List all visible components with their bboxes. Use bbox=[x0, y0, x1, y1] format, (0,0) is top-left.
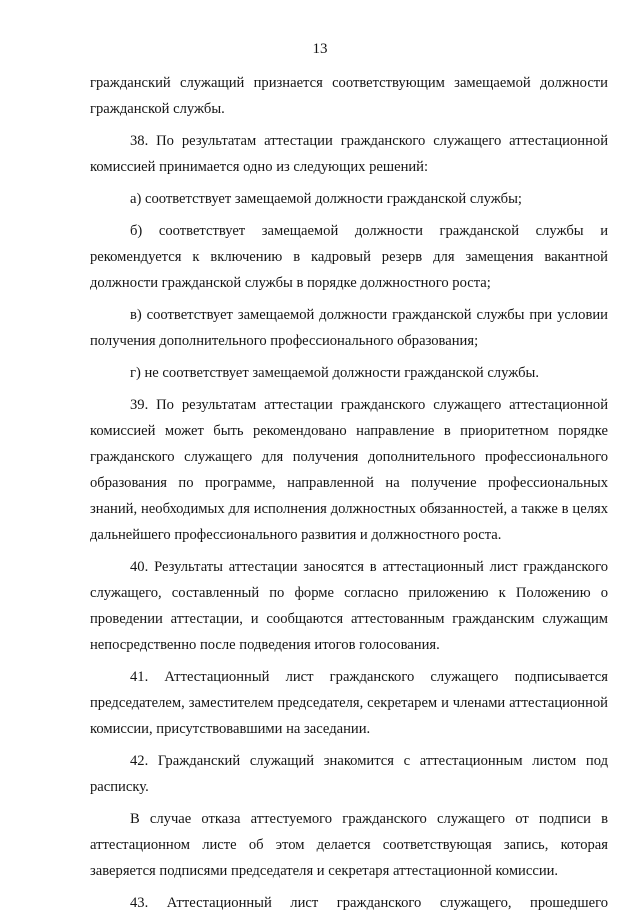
paragraph-43: 43. Аттестационный лист гражданского служащего, прошедшего bbox=[130, 895, 608, 911]
paragraph-40: 40. Результаты аттестации заносятся в аттестационный лист гражданского служащего, составленный по форме согласно приложению к Положению о проведении аттестации, и сообщаются аттестованным гражданским служащим непосредственно после подведения итогов голосования. bbox=[90, 559, 608, 653]
paragraph-38-item-a: а) соответствует замещаемой должности гражданской службы; bbox=[130, 191, 522, 207]
page-number: 13 bbox=[312, 41, 328, 57]
paragraph-38-item-b: б) соответствует замещаемой должности гражданской службы и рекомендуется к включению в кадровый резерв для замещения вакантной должности гражданской службы в порядке должностного роста; bbox=[90, 223, 608, 291]
paragraph-38-item-v: в) соответствует замещаемой должности гражданской службы при условии получения дополнительного профессионального образования; bbox=[90, 307, 608, 349]
paragraph-39: 39. По результатам аттестации гражданского служащего аттестационной комиссией может быть рекомендовано направление в приоритетном порядке гражданского служащего для получения дополнительного профессионального образования по программе, направленной на получение профессиональных знаний, необходимых для исполнения должностных обязанностей, а также в целях дальнейшего профессионального развития и должностного роста. bbox=[90, 397, 608, 543]
document-body bbox=[90, 70, 608, 922]
paragraph-42: 42. Гражданский служащий знакомится с аттестационным листом под расписку. bbox=[90, 753, 608, 795]
paragraph-38-item-g: г) не соответствует замещаемой должности гражданской службы. bbox=[130, 365, 539, 381]
paragraph-continuation: гражданский служащий признается соответствующим замещаемой должности гражданской службы. bbox=[90, 75, 608, 117]
paragraph-42-refusal: В случае отказа аттестуемого гражданского служащего от подписи в аттестационном листе об этом делается соответствующая запись, которая заверяется подписями председателя и секретаря аттестационной комиссии. bbox=[90, 811, 608, 879]
paragraph-38: 38. По результатам аттестации гражданского служащего аттестационной комиссией принимается одно из следующих решений: bbox=[90, 133, 608, 175]
paragraph-41: 41. Аттестационный лист гражданского служащего подписывается председателем, заместителем председателя, секретарем и членами аттестационной комиссии, присутствовавшими на заседании. bbox=[90, 669, 608, 737]
